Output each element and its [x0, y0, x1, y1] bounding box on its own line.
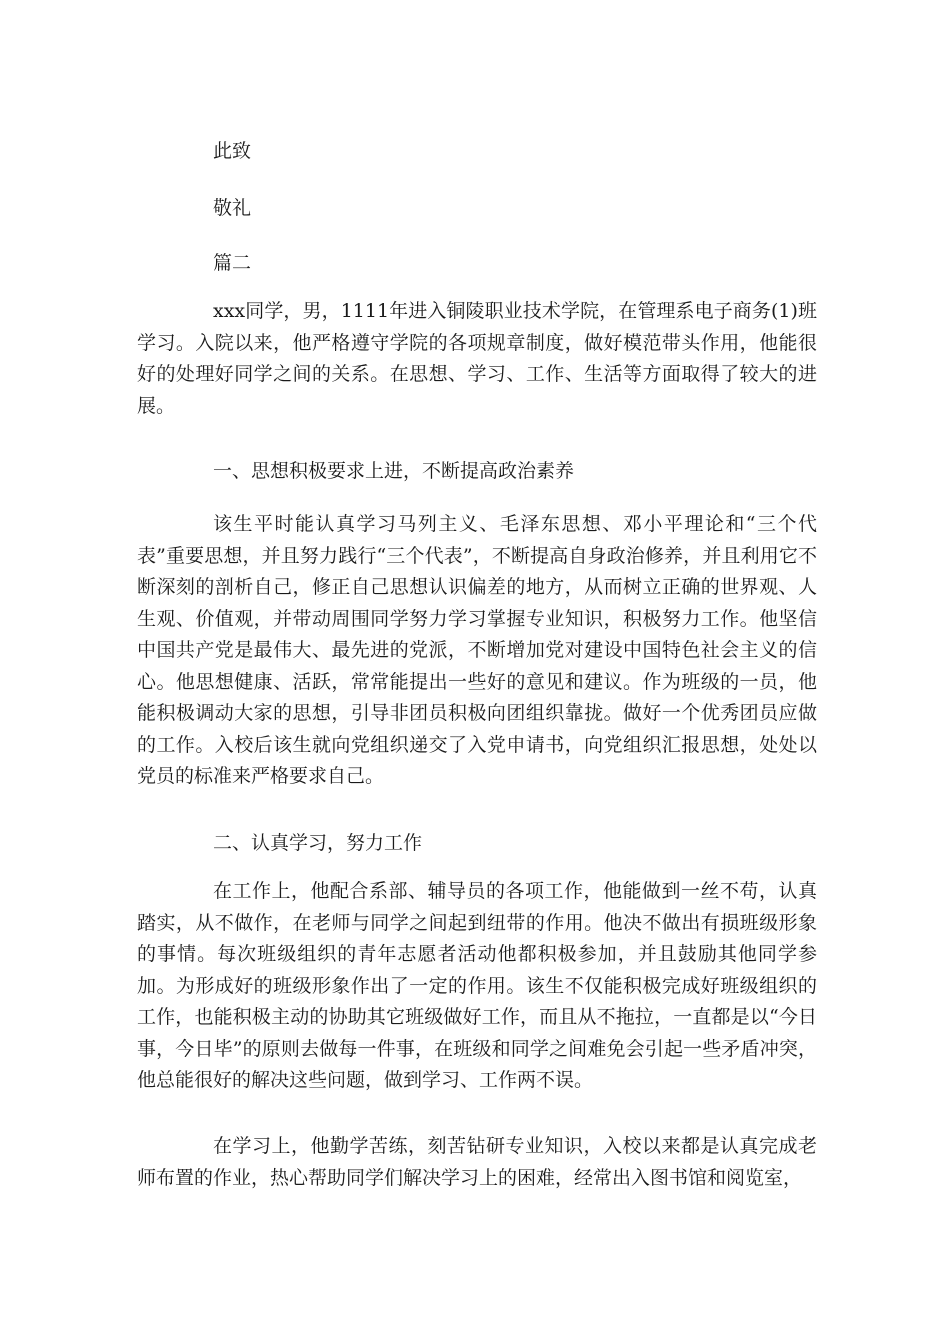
closing-salutation-line1: 此致	[213, 140, 252, 162]
closing-salutation-line2: 敬礼	[213, 197, 252, 219]
section-heading-1: 一、思想积极要求上进，不断提高政治素养	[213, 460, 575, 482]
body-paragraph-2: 在工作上，他配合系部、辅导员的各项工作，他能做到一丝不苟，认真踏实，从不做作，在老师与同学之间起到纽带的作用。他决不做出有损班级形象的事情。每次班级组织的青年志愿者活动他都积极参加，并且鼓励其他同学参加。为形成好的班级形象作出了一定的作用。该生不仅能积极完成好班级组织的工作，也能积极主动的协助其它班级做好工作，而且从不拖拉，一直都是以“今日事，今日毕”的原则去做每一件事，在班级和同学之间难免会引起一些矛盾冲突，他总能很好的解决这些问题，做到学习、工作两不误。	[137, 880, 817, 1091]
body-paragraph-1: 该生平时能认真学习马列主义、毛泽东思想、邓小平理论和“三个代表”重要思想，并且努力践行“三个代表”，不断提高自身政治修养，并且利用它不断深刻的剖析自己，修正自己思想认识偏差的地方，从而树立正确的世界观、人生观、价值观，并带动周围同学努力学习掌握专业知识，积极努力工作。他坚信中国共产党是最伟大、最先进的党派，不断增加党对建设中国特色社会主义的信心。他思想健康、活跃，常常能提出一些好的意见和建议。作为班级的一员，他能积极调动大家的思想，引导非团员积极向团组织靠拢。做好一个优秀团员应做的工作。入校后该生就向党组织递交了入党申请书，向党组织汇报思想，处处以党员的标准来严格要求自己。	[137, 513, 817, 787]
section-heading-2: 二、认真学习，努力工作	[213, 832, 423, 854]
body-paragraph-3: 在学习上，他勤学苦练，刻苦钻研专业知识，入校以来都是认真完成老师布置的作业，热心帮助同学们解决学习上的困难，经常出入图书馆和阅览室，	[137, 1135, 817, 1189]
intro-paragraph: xxx同学，男，1111年进入铜陵职业技术学院，在管理系电子商务(1)班学习。入院以来，他严格遵守学院的各项规章制度，做好模范带头作用，他能很好的处理好同学之间的关系。在思想、学习、工作、生活等方面取得了较大的进展。	[137, 300, 817, 417]
section-label: 篇二	[213, 252, 252, 274]
